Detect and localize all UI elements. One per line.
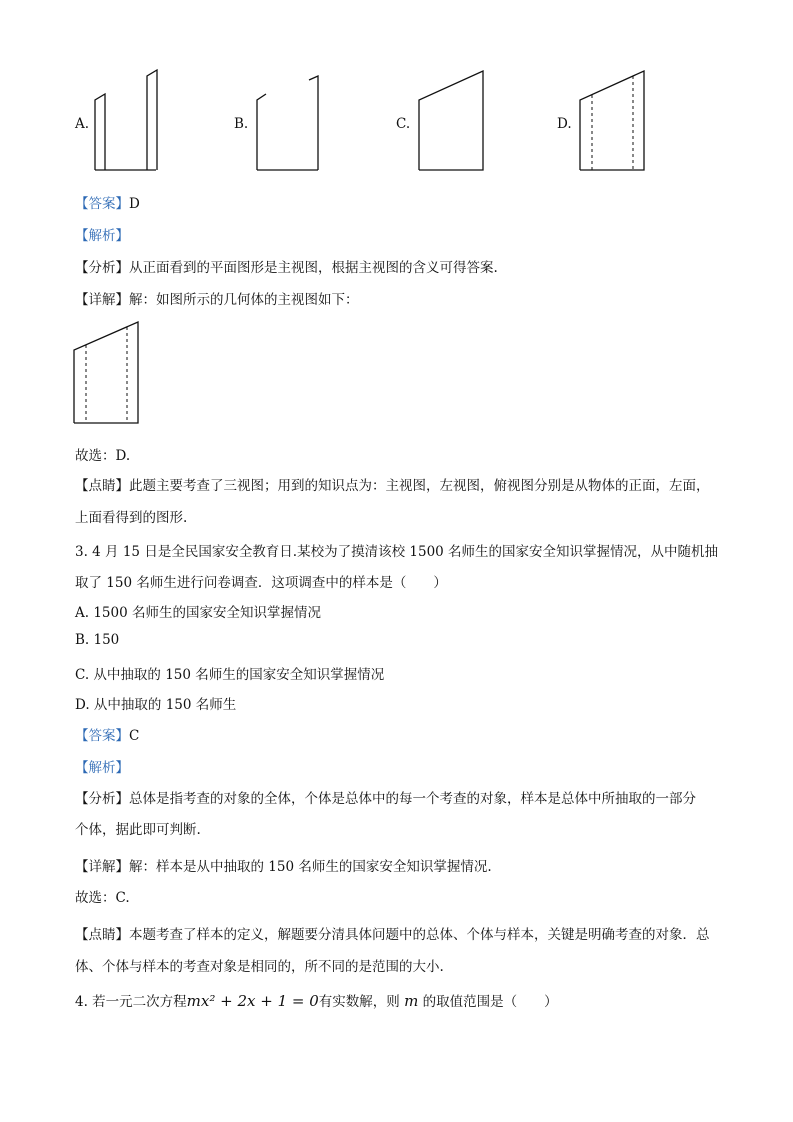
q3-analysis-line [75,756,129,776]
q3-stem-line-2: 取了 150 名师生进行问卷调查．这项调查中的样本是（ ） [75,575,447,591]
analysis-tag: 【解析】 [75,760,129,776]
q4-prefix: 4. 若一元二次方程 [75,994,187,1010]
option-d-label: D. [557,116,572,132]
xiangjie-text: 解：样本是从中抽取的 150 名师生的国家安全知识掌握情况. [129,859,492,875]
analysis-tag: 【解析】 [75,228,129,244]
q2-dianjing-line-1 [75,474,710,494]
xiangjie-tag: 【详解】 [75,859,129,875]
q4-middle: 有实数解，则 [318,994,400,1010]
option-a-label: A. [75,116,90,132]
dianjing-text: 此题主要考查了三视图；用到的知识点为：主视图，左视图，俯视图分别是从物体的正面，左面， [129,478,710,494]
q4-equation: mx² + 2x + 1 = 0 [186,992,319,1010]
q3-fenxi-line-2: 个体，据此即可判断. [75,822,201,838]
xiangjie-text: 解：如图所示的几何体的主视图如下： [129,292,359,308]
q3-stem-line-1: 3. 4 月 15 日是全民国家安全教育日.某校为了摸清该校 1500 名师生的国家安全知识掌握情况，从中随机抽 [75,544,719,560]
q3-dianjing-line-2: 体、个体与样本的考查对象是相同的，所不同的是范围的大小. [75,959,444,975]
option-c-figure [414,68,494,178]
fenxi-tag: 【分析】 [75,791,129,807]
option-c-label: C. [396,116,411,132]
q3-fenxi-line-1 [75,787,696,807]
q2-answer-line [75,192,140,212]
q4-suffix: 的取值范围是（ ） [422,994,558,1010]
q3-choice-line: 故选：C. [75,890,130,906]
q4-stem-line [75,990,558,1010]
q3-xiangjie-line [75,855,492,875]
option-a-figure [90,68,170,178]
q2-analysis-line [75,224,129,244]
option-b-label: B. [234,116,249,132]
dianjing-text: 本题考查了样本的定义，解题要分清具体问题中的总体、个体与样本，关键是明确考查的对象．总 [129,927,710,943]
q3-dianjing-line-1 [75,923,710,943]
answer-value: C [129,728,140,744]
q2-xiangjie-line [75,288,359,308]
fenxi-tag: 【分析】 [75,260,129,276]
dianjing-tag: 【点睛】 [75,478,129,494]
option-b-figure [252,68,332,178]
answer-tag: 【答案】 [75,728,129,744]
answer-tag: 【答案】 [75,196,129,212]
dianjing-tag: 【点睛】 [75,927,129,943]
answer-value: D [129,196,140,212]
xiangjie-tag: 【详解】 [75,292,129,308]
option-d-figure [575,68,655,178]
q3-answer-line [75,724,139,744]
q3-option-d: D. 从中抽取的 150 名师生 [75,697,237,713]
q3-option-b: B. 150 [75,632,120,648]
q2-fenxi-line [75,256,498,276]
q4-variable: m [404,992,419,1010]
q2-dianjing-line-2: 上面看得到的图形. [75,510,188,526]
fenxi-text: 从正面看到的平面图形是主视图，根据主视图的含义可得答案. [129,260,498,276]
q3-option-c: C. 从中抽取的 150 名师生的国家安全知识掌握情况 [75,667,385,683]
q3-option-a: A. 1500 名师生的国家安全知识掌握情况 [75,605,321,621]
fenxi-text: 总体是指考查的对象的全体，个体是总体中的每一个考查的对象，样本是总体中所抽取的一部分 [129,791,696,807]
q2-choice-line: 故选：D. [75,448,131,464]
front-view-figure [70,318,150,428]
